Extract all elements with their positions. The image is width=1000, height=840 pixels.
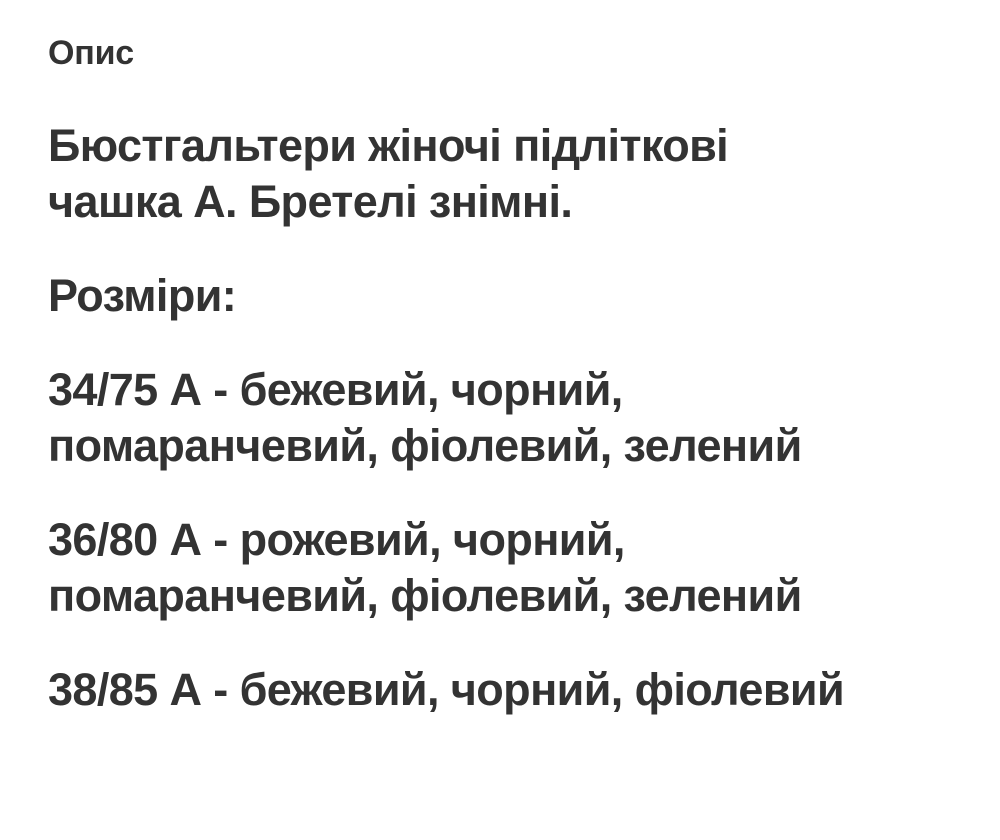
size-entry (48, 662, 960, 718)
section-heading: Опис (48, 34, 134, 72)
size-entry-line: 38/85 А - бежевий, чорний, фіолевий (48, 664, 845, 715)
product-intro (48, 118, 960, 230)
size-entry (48, 362, 960, 474)
size-entry-line: 34/75 А - бежевий, чорний, (48, 364, 623, 415)
size-entry-line: помаранчевий, фіолевий, зелений (48, 570, 802, 621)
product-intro-line: чашка А. Бретелі знімні. (48, 176, 573, 227)
product-intro-line: Бюстгальтери жіночі підліткові (48, 120, 729, 171)
size-entry-line: помаранчевий, фіолевий, зелений (48, 420, 802, 471)
size-entry (48, 512, 960, 624)
size-entry-line: 36/80 А - рожевий, чорний, (48, 514, 625, 565)
sizes-label: Розміри: (48, 270, 237, 321)
